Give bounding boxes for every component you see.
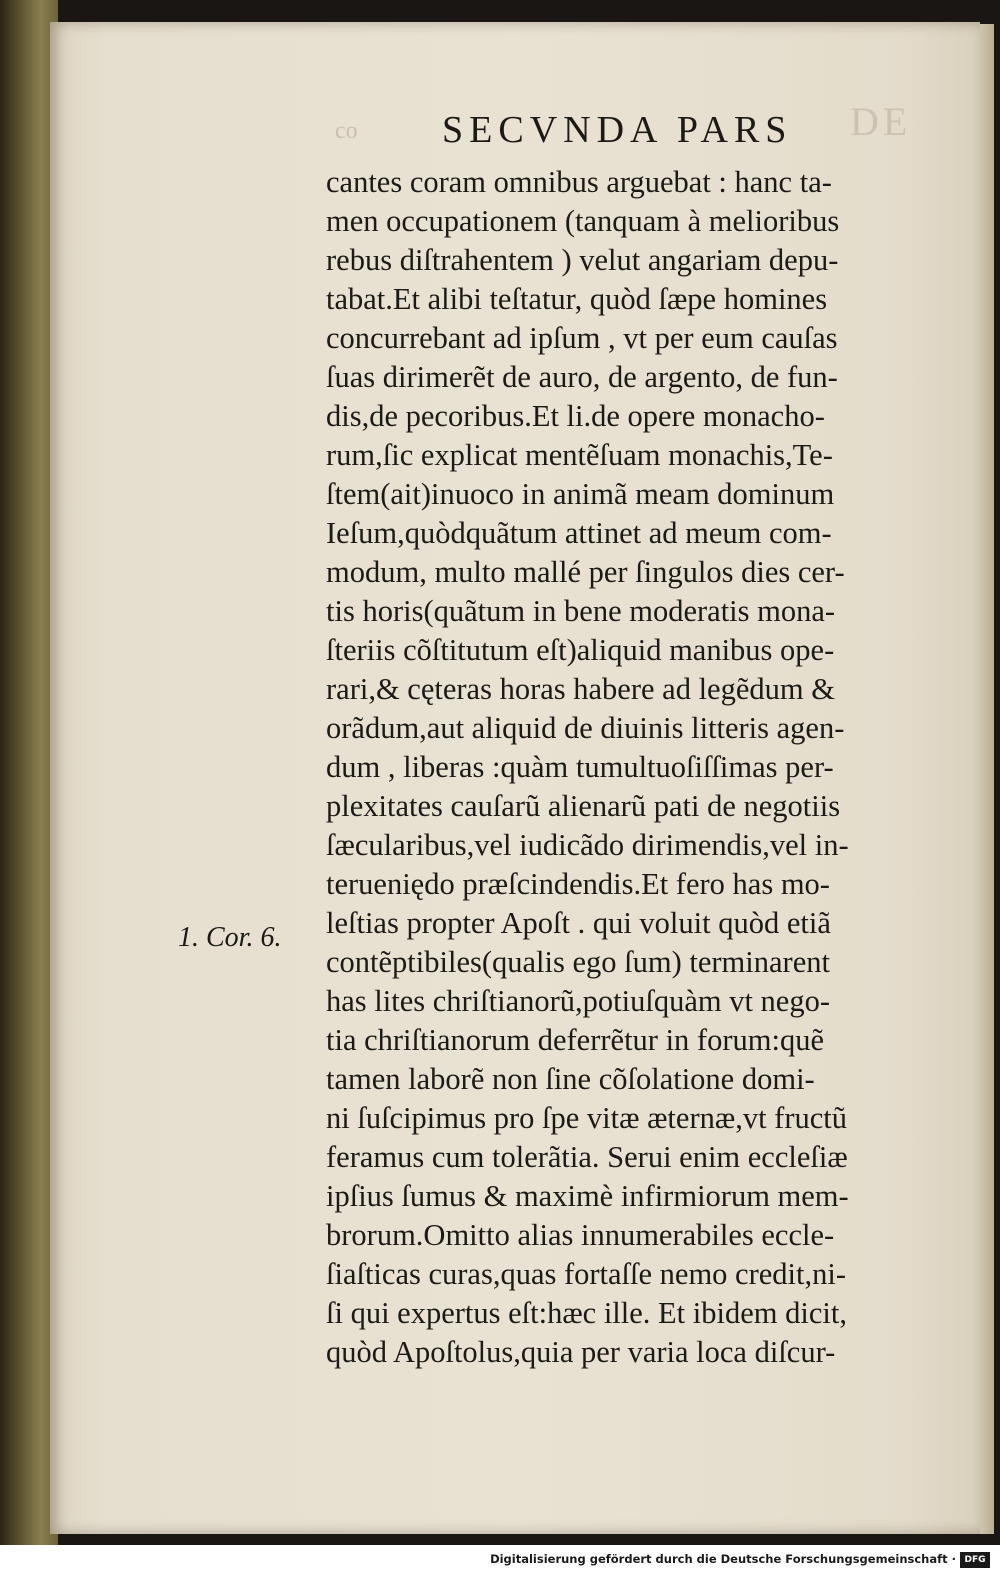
text-line: ſiaſticas curas,quas fortaſſe nemo credit,ni- [326, 1257, 846, 1291]
text-line: dis,de pecoribus.Et li.de opere monacho- [326, 399, 825, 433]
text-line: tabat.Et alibi teſtatur, quòd ſæpe homines [326, 282, 828, 316]
text-line: ſtem(ait)inuoco in animã meam dominum [326, 477, 835, 511]
text-line: cantes coram omnibus arguebat : hanc ta- [326, 165, 832, 199]
marginal-note: 1. Cor. 6. [178, 922, 282, 953]
text-line: ni ſuſcipimus pro ſpe vitæ æternæ,vt fructũ [326, 1101, 847, 1135]
text-line: modum, multo mallé per ſingulos dies cer- [326, 555, 845, 589]
body-text [326, 163, 966, 1372]
text-line: tia chriſtianorum deferrẽtur in forum:quẽ [326, 1023, 824, 1057]
page-edge [980, 24, 994, 1534]
text-line: rebus diſtrahentem ) velut angariam depu- [326, 243, 839, 277]
text-line: rum,ſic explicat mentẽſuam monachis,Te- [326, 438, 833, 472]
dfg-logo: DFG [960, 1552, 990, 1568]
text-line: quòd Apoſtolus,quia per varia loca diſcur- [326, 1335, 836, 1369]
text-line: men occupationem (tanquam à melioribus [326, 204, 840, 238]
text-line: brorum.Omitto alias innumerabiles eccle- [326, 1218, 835, 1252]
text-line: has lites chriſtianorũ,potiuſquàm vt nego- [326, 984, 830, 1018]
text-line: ſuas dirimerẽt de auro, de argento, de fun- [326, 360, 838, 394]
text-line: orãdum,aut aliquid de diuinis litteris agen- [326, 711, 845, 745]
text-line: concurrebant ad ipſum , vt per eum cauſas [326, 321, 838, 355]
text-line: dum , liberas :quàm tumultuoſiſſimas per- [326, 750, 834, 784]
text-line: tamen laborẽ non ſine cõſolatione domi- [326, 1062, 815, 1096]
text-line: plexitates cauſarũ alienarũ pati de negotiis [326, 789, 841, 823]
show-through-text: DE [850, 99, 912, 144]
text-line: ipſius ſumus & maximè infirmiorum mem- [326, 1179, 849, 1213]
text-line: Ieſum,quòdquãtum attinet ad meum com- [326, 516, 832, 550]
text-line: ſi qui expertus eſt:hæc ille. Et ibidem dicit, [326, 1296, 847, 1330]
running-header: SECVNDA PARS [442, 109, 793, 151]
footer-credit: Digitalisierung gefördert durch die Deutsche Forschungsgemeinschaft · [490, 1552, 956, 1566]
text-line: contẽptibiles(qualis ego ſum) terminarent [326, 945, 830, 979]
text-line: ſæcularibus,vel iudicãdo dirimendis,vel in- [326, 828, 849, 862]
show-through-mark: co [335, 118, 358, 144]
text-line: ſteriis cõſtitutum eſt)aliquid manibus ope- [326, 633, 835, 667]
text-line: terueniędo præſcindendis.Et fero has mo- [326, 867, 830, 901]
text-line: leſtias propter Apoſt . qui voluit quòd etiã [326, 906, 831, 940]
text-line: feramus cum tolerãtia. Serui enim eccleſiæ [326, 1140, 848, 1174]
text-line: rari,& cęteras horas habere ad legẽdum & [326, 672, 835, 706]
text-line: tis horis(quãtum in bene moderatis mona- [326, 594, 836, 628]
